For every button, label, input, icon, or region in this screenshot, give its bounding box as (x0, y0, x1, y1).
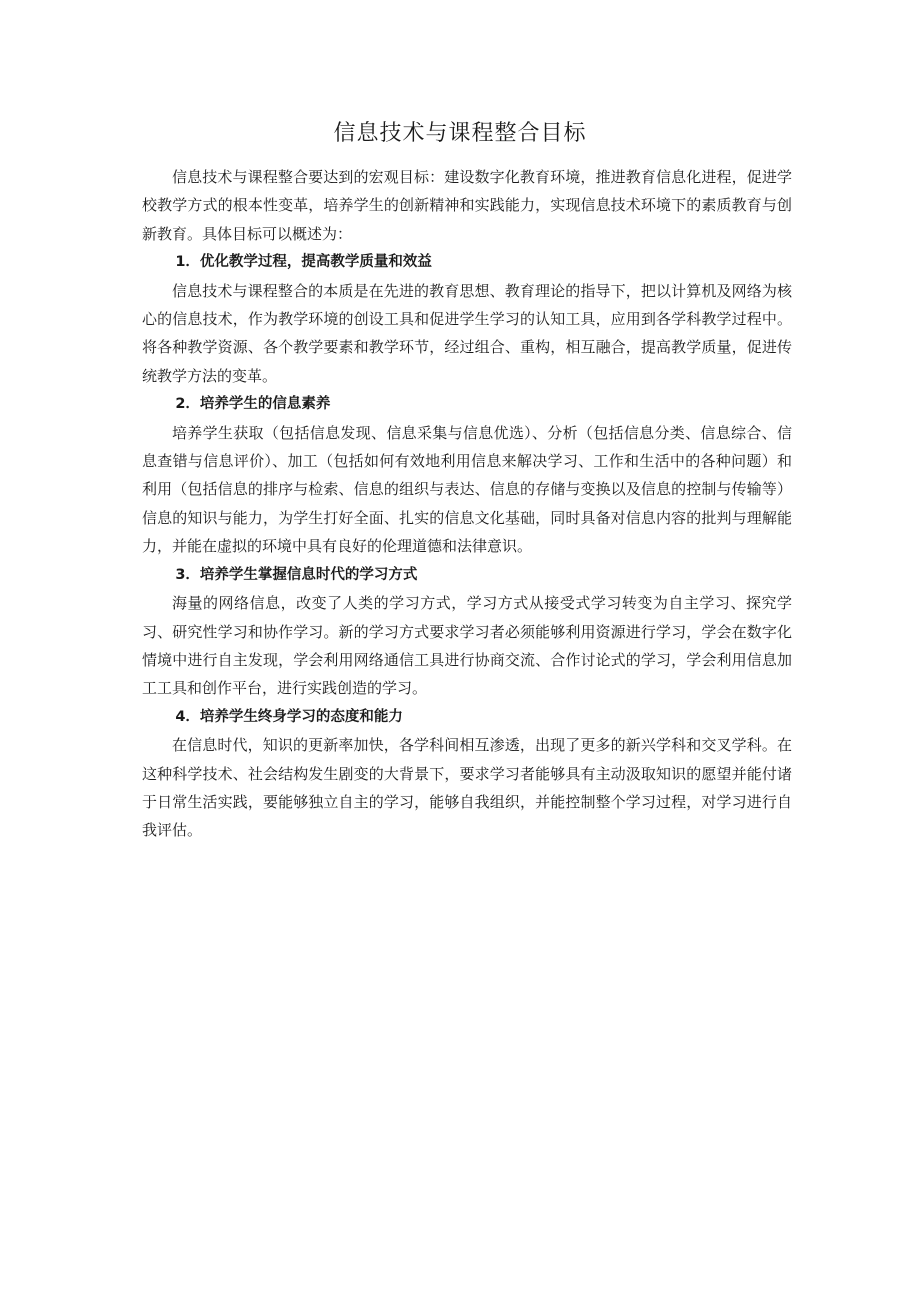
section-2-heading: 2．培养学生的信息素养 (175, 396, 331, 413)
section-4-heading: 4．培养学生终身学习的态度和能力 (175, 708, 403, 725)
intro-paragraph: 信息技术与课程整合要达到的宏观目标：建设数字化教育环境，推进教育信息化进程，促进学校教学方式的根本性变革，培养学生的创新精神和实践能力，实现信息技术环境下的素质教育与创新教育。具体目标可以概述为： (142, 168, 792, 243)
section-3-paragraph: 海量的网络信息，改变了人类的学习方式，学习方式从接受式学习转变为自主学习、探究学习、研究性学习和协作学习。新的学习方式要求学习者必须能够利用资源进行学习，学会在数字化情境中进行自主发现，学会利用网络通信工具进行协商交流、合作讨论式的学习，学会利用信息加工工具和创作平台，进行实践创造的学习。 (142, 594, 792, 698)
section-1-paragraph: 信息技术与课程整合的本质是在先进的教育思想、教育理论的指导下，把以计算机及网络为核心的信息技术，作为教学环境的创设工具和促进学生学习的认知工具，应用到各学科教学过程中。将各种教学资源、各个教学要素和教学环节，经过组合、重构，相互融合，提高教学质量，促进传统教学方法的变革。 (142, 281, 792, 385)
section-2-paragraph: 培养学生获取（包括信息发现、信息采集与信息优选）、分析（包括信息分类、信息综合、信息查错与信息评价）、加工（包括如何有效地利用信息来解决学习、工作和生活中的各种问题）和利用（包括信息的排序与检索、信息的组织与表达、信息的存储与变换以及信息的控制与传输等）信息的知识与能力，为学生打好全面、扎实的信息文化基础，同时具备对信息内容的批判与理解能力，并能在虚拟的环境中具有良好的伦理道德和法律意识。 (142, 423, 792, 556)
document-body (142, 163, 792, 845)
section-1-heading: 1．优化教学过程，提高教学质量和效益 (175, 254, 432, 271)
document-title: 信息技术与课程整合目标 (333, 121, 587, 146)
section-4-paragraph: 在信息时代，知识的更新率加快，各学科间相互渗透，出现了更多的新兴学科和交叉学科。在这种科学技术、社会结构发生剧变的大背景下，要求学习者能够具有主动汲取知识的愿望并能付诸于日常生活实践，要能够独立自主的学习，能够自我组织，并能控制整个学习过程，对学习进行自我评估。 (142, 736, 792, 840)
section-3-heading: 3．培养学生掌握信息时代的学习方式 (175, 566, 418, 583)
